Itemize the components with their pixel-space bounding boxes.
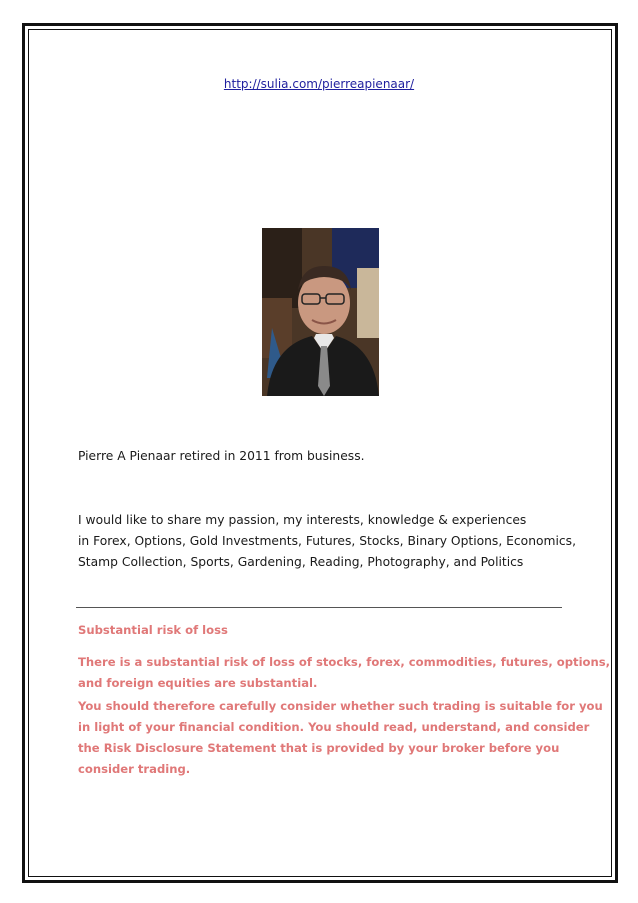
bio-text: Pierre A Pienaar retired in 2011 from business. [78, 449, 365, 463]
risk-line: consider trading. [78, 762, 191, 776]
passion-line: in Forex, Options, Gold Investments, Futures, Stocks, Binary Options, Economics, [78, 534, 576, 548]
risk-paragraph-2 [78, 696, 603, 780]
risk-line: in light of your financial condition. You should read, understand, and consider [78, 720, 590, 734]
risk-line: and foreign equities are substantial. [78, 676, 318, 690]
risk-line: You should therefore carefully consider whether such trading is suitable for you [78, 699, 603, 713]
profile-photo [262, 228, 379, 396]
passion-paragraph [78, 510, 578, 573]
passion-line: Stamp Collection, Sports, Gardening, Reading, Photography, and Politics [78, 555, 524, 569]
risk-title: Substantial risk of loss [78, 623, 228, 637]
section-divider [76, 607, 562, 608]
risk-line: There is a substantial risk of loss of stocks, forex, commodities, futures, options, [78, 655, 611, 669]
risk-paragraph-1 [78, 652, 611, 694]
passion-line: I would like to share my passion, my interests, knowledge & experiences [78, 513, 527, 527]
risk-line: the Risk Disclosure Statement that is provided by your broker before you [78, 741, 560, 755]
profile-link[interactable]: http://sulia.com/pierreapienaar/ [223, 77, 415, 91]
